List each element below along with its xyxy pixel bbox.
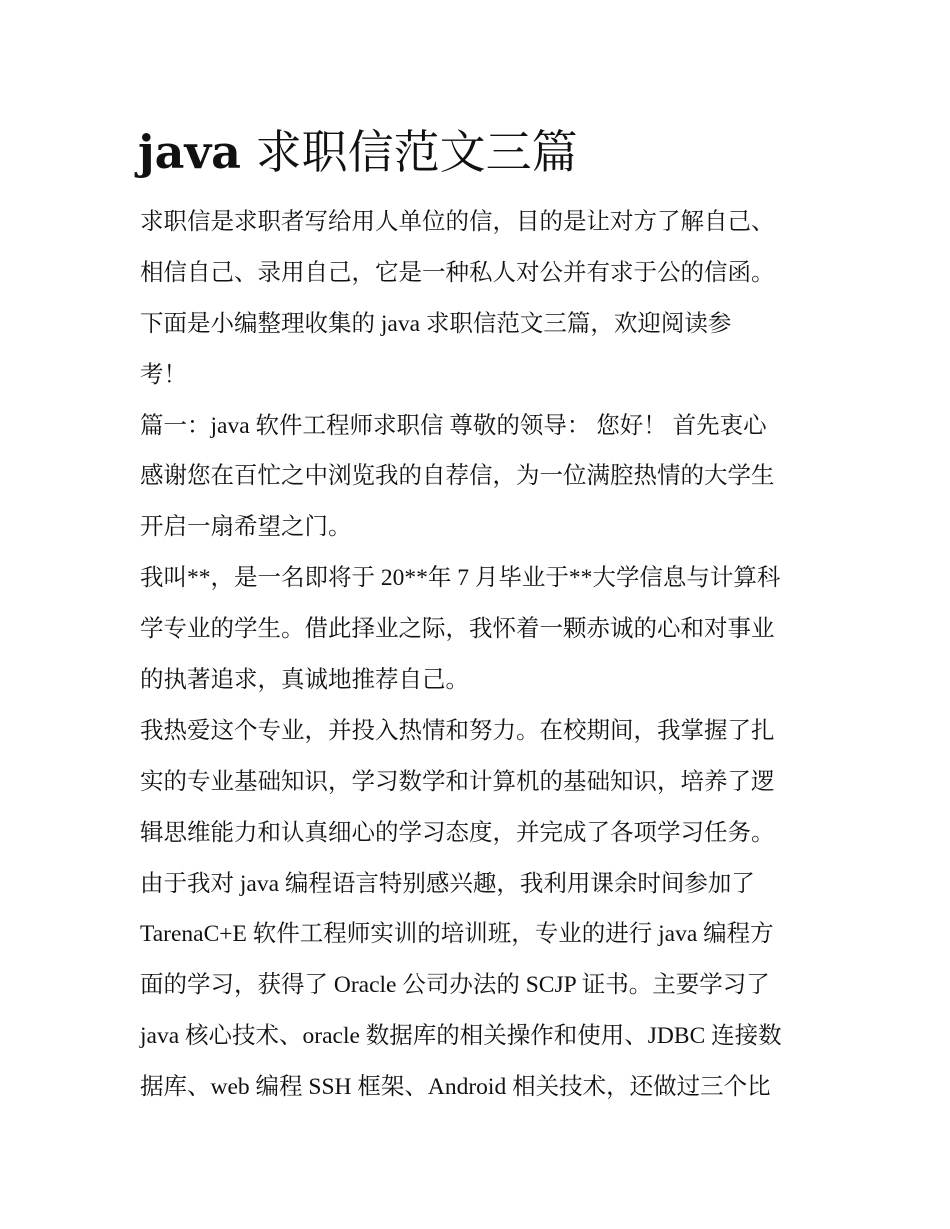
text-line: 实的专业基础知识，学习数学和计算机的基础知识，培养了逻 bbox=[140, 768, 775, 795]
text-line: 感谢您在百忙之中浏览我的自荐信，为一位满腔热情的大学生 bbox=[140, 463, 775, 490]
page-title bbox=[138, 116, 578, 182]
text-line: 下面是小编整理收集的 java 求职信范文三篇，欢迎阅读参 bbox=[140, 310, 732, 337]
text-line: 相信自己、录用自己，它是一种私人对公并有求于公的信函。 bbox=[140, 259, 775, 286]
text-line: 考！ bbox=[140, 361, 187, 388]
text-line: java 核心技术、oracle 数据库的相关操作和使用、JDBC 连接数 bbox=[140, 1023, 782, 1050]
text-line: 开启一扇希望之门。 bbox=[140, 514, 352, 541]
text-line: 我叫**，是一名即将于 20**年 7 月毕业于**大学信息与计算科 bbox=[140, 565, 781, 592]
text-line: 求职信是求职者写给用人单位的信，目的是让对方了解自己、 bbox=[140, 209, 775, 235]
text-line: 篇一：java 软件工程师求职信 尊敬的领导： 您好！ 首先衷心 bbox=[140, 412, 767, 439]
title-latin: java bbox=[138, 125, 241, 179]
text-line: 由于我对 java 编程语言特别感兴趣，我利用课余时间参加了 bbox=[140, 870, 755, 897]
text-line: TarenaC+E 软件工程师实训的培训班，专业的进行 java 编程方 bbox=[140, 921, 774, 948]
text-line: 我热爱这个专业，并投入热情和努力。在校期间，我掌握了扎 bbox=[140, 717, 775, 744]
text-line: 面的学习，获得了 Oracle 公司办法的 SCJP 证书。主要学习了 bbox=[140, 972, 770, 999]
document-body bbox=[140, 197, 830, 1113]
title-cjk: 求职信范文三篇 bbox=[240, 125, 578, 179]
text-line: 辑思维能力和认真细心的学习态度，并完成了各项学习任务。 bbox=[140, 819, 775, 846]
text-line: 学专业的学生。借此择业之际，我怀着一颗赤诚的心和对事业 bbox=[140, 616, 775, 643]
text-line: 据库、web 编程 SSH 框架、Android 相关技术，还做过三个比 bbox=[140, 1074, 771, 1101]
text-line: 的执著追求，真诚地推荐自己。 bbox=[140, 667, 469, 694]
